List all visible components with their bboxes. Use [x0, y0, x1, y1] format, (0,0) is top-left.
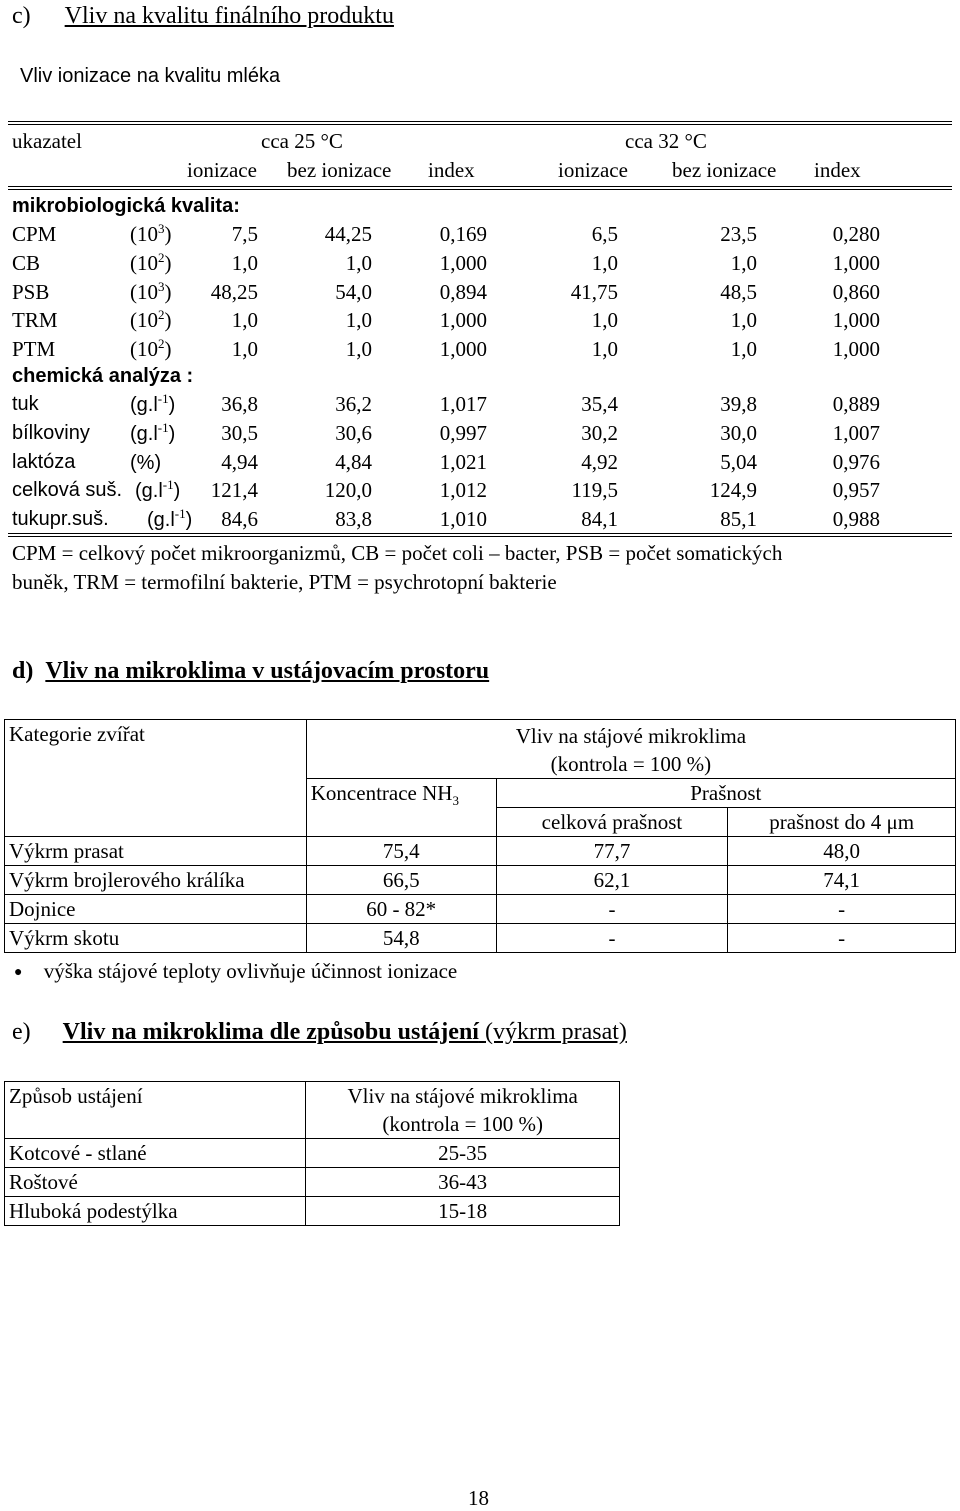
micro-row-value: 54,0	[335, 279, 372, 304]
th-nh3-text: Koncentrace NH	[310, 781, 453, 805]
th-effect-e-line2: (kontrola = 100 %)	[382, 1112, 543, 1136]
th-housing: Způsob ustájení	[5, 1082, 306, 1139]
micro-row-unit: $(10^3)$	[130, 221, 172, 246]
cell-nh3: 66,5	[306, 866, 496, 895]
micro-row-unit-base: 10	[137, 250, 158, 275]
bullet-note	[14, 961, 457, 982]
cell-fine: 74,1	[728, 866, 956, 895]
micro-row-value: 1,0	[730, 337, 757, 362]
bullet-text: výška stájové teploty ovlivňuje účinnost ionizace	[43, 959, 458, 983]
col-header-ukazatel: ukazatel	[12, 129, 82, 153]
chem-row-unit-exp: -1	[174, 506, 186, 522]
micro-row-name: CB	[12, 250, 41, 275]
chem-row-name: laktóza	[12, 450, 76, 473]
chem-row-value: 30,6	[335, 420, 372, 445]
cell-type: Roštové	[5, 1168, 306, 1197]
col-header-cca25: cca 25 °C	[261, 129, 343, 153]
th-dust-total: celková prašnost	[496, 808, 728, 837]
table-header-rule	[8, 186, 952, 190]
micro-row-value: 0,894	[439, 279, 487, 304]
micro-row-value: 1,000	[832, 337, 880, 362]
chem-row-value: 1,012	[439, 478, 487, 503]
micro-row-value: 1,0	[231, 250, 258, 275]
micro-row-value: 6,5	[591, 222, 618, 246]
th-dust-4um: prašnost do 4 μm	[728, 808, 956, 837]
col-header-index-25: index	[428, 158, 475, 182]
chem-row-name: celková suš.	[12, 479, 123, 502]
section-d-title: Vliv na mikroklima v ustájovacím prostoru	[45, 658, 490, 684]
th-effect	[306, 720, 955, 779]
table-top-rule	[8, 121, 952, 125]
chem-row-value: 0,957	[832, 478, 880, 503]
micro-row-value: 23,5	[720, 222, 757, 246]
chem-row-value: 84,6	[221, 507, 258, 532]
micro-row-unit-base: 10	[137, 337, 158, 362]
chem-row-value: 1,021	[439, 449, 487, 474]
chem-row-value: 120,0	[324, 478, 372, 503]
table-row	[5, 895, 956, 924]
micro-row-value: 1,0	[591, 308, 618, 333]
th-effect-e	[306, 1082, 620, 1139]
cell-total: 77,7	[496, 837, 728, 866]
micro-row-unit-exp: 3	[158, 221, 165, 236]
micro-row-name: PSB	[12, 279, 50, 304]
chem-row-value: 30,2	[581, 420, 618, 445]
micro-row-value: 1,0	[591, 337, 618, 362]
chem-row-unit-text: (g.l	[147, 509, 175, 532]
micro-row-name: PTM	[12, 337, 56, 362]
chem-row-value: 121,4	[210, 478, 258, 503]
micro-row-name: TRM	[12, 308, 58, 333]
chem-row-unit-text: (g.l	[130, 394, 158, 416]
micro-row-value: 1,000	[439, 337, 487, 362]
table-mikroklima	[4, 719, 956, 953]
table-row	[5, 1139, 620, 1168]
d-rows	[5, 837, 956, 953]
chem-row-name: tuk	[12, 393, 39, 415]
th-category: Kategorie zvířat	[5, 720, 307, 837]
col-header-bez-32: bez ionizace	[672, 158, 777, 182]
chem-row-unit-exp: -1	[157, 419, 169, 435]
chem-row-value: 0,889	[832, 392, 880, 416]
cell-type: Hluboká podestýlka	[5, 1197, 306, 1226]
micro-row-name: CPM	[12, 222, 57, 246]
chem-row-name: tukupr.suš.	[12, 508, 109, 531]
section-d-label: d)	[12, 658, 34, 684]
chem-row-value: 1,007	[832, 420, 880, 445]
chem-row-value: 5,04	[720, 449, 757, 474]
th-effect-line1: Vliv na stájové mikroklima	[515, 724, 747, 748]
micro-row-value: 1,000	[832, 308, 880, 333]
micro-row-unit-exp: 2	[158, 336, 165, 352]
micro-row-value: 1,0	[730, 250, 757, 275]
micro-row-value: 1,000	[832, 250, 880, 275]
chem-row-value: 4,92	[581, 449, 618, 474]
micro-row-value: 0,860	[832, 279, 880, 304]
col-header-index-32: index	[814, 158, 861, 182]
chem-row-value: 119,5	[571, 478, 618, 503]
cell-nh3: 75,4	[306, 837, 496, 866]
section-e-label: e)	[12, 1019, 31, 1045]
cell-value: 36-43	[306, 1168, 620, 1197]
micro-row-value: 1,0	[345, 337, 372, 362]
chem-row-unit-text: (%)	[130, 451, 162, 474]
cell-total: -	[496, 895, 728, 924]
chem-row-value: 83,8	[335, 507, 372, 532]
cell-nh3: 54,8	[306, 924, 496, 953]
cell-fine: -	[728, 895, 956, 924]
micro-row-unit-exp: 2	[158, 307, 165, 323]
section-e-title-bold: Vliv na mikroklima dle způsobu ustájení	[62, 1019, 479, 1045]
micro-row-unit-base: 10	[137, 279, 158, 304]
chem-row-value: 0,997	[439, 420, 487, 445]
cell-nh3: 60 - 82*	[306, 895, 496, 924]
section-d-heading	[12, 659, 489, 683]
chem-row-unit-exp: -1	[162, 477, 174, 493]
bullet-dot-icon: ●	[14, 965, 23, 981]
cell-value: 15-18	[306, 1197, 620, 1226]
section-c-title: Vliv na kvalitu finálního produktu	[64, 3, 394, 29]
chem-row-value: 35,4	[581, 392, 618, 416]
chem-row-name: bílkoviny	[12, 421, 90, 444]
chem-row-unit	[130, 391, 176, 416]
chem-row-value: 39,8	[720, 392, 757, 416]
micro-row-unit-exp: 3	[158, 278, 165, 294]
chem-row-unit	[135, 477, 181, 503]
chem-row-value: 4,94	[221, 449, 258, 474]
group-micro-label: mikrobiologická kvalita:	[12, 195, 240, 217]
chem-row-value: 30,0	[720, 420, 757, 445]
section-e-title-rest: (výkrm prasat)	[484, 1019, 627, 1045]
micro-row-unit-exp: 2	[158, 249, 165, 265]
cell-cat: Dojnice	[5, 895, 307, 924]
micro-row-value: 0,280	[832, 222, 880, 246]
cell-fine: -	[728, 924, 956, 953]
micro-row-unit: $(10^2)$	[130, 249, 172, 275]
micro-row-value: 0,169	[439, 222, 487, 246]
section-c-label: c)	[12, 3, 31, 29]
chem-row-unit	[147, 506, 193, 532]
th-effect-line2: (kontrola = 100 %)	[550, 752, 712, 776]
th-nh3	[306, 779, 496, 837]
col-header-cca32: cca 32 °C	[625, 129, 707, 153]
chem-row-value: 85,1	[720, 507, 757, 532]
micro-row-value: 7,5	[231, 222, 258, 246]
chem-row-value: 124,9	[709, 478, 757, 503]
micro-row-unit: $(10^3)$	[130, 278, 172, 304]
chem-row-value: 36,8	[221, 392, 258, 416]
group-chem-label: chemická analýza :	[12, 365, 194, 387]
chem-row-unit-close: )	[168, 422, 176, 445]
cell-total: -	[496, 924, 728, 953]
cell-cat: Výkrm prasat	[5, 837, 307, 866]
chem-row-value: 1,017	[439, 392, 487, 416]
micro-row-unit: $(10^2)$	[130, 336, 172, 362]
micro-row-value: 1,0	[345, 308, 372, 333]
section-c-subtitle: Vliv ionizace na kvalitu mléka	[20, 65, 281, 87]
micro-row-value: 1,0	[231, 308, 258, 333]
chem-row-value: 36,2	[335, 392, 372, 416]
page-number: 18	[468, 1486, 489, 1510]
table-ustajeni	[4, 1081, 620, 1226]
micro-row-value: 44,25	[324, 222, 372, 246]
th-nh3-sub: 3	[452, 793, 459, 809]
micro-row-value: 1,0	[231, 337, 258, 362]
micro-row-value: 1,000	[439, 308, 487, 333]
chem-row-value: 4,84	[335, 449, 372, 474]
chem-row-unit-text: (g.l	[130, 422, 158, 445]
chem-row-value: 0,976	[832, 449, 880, 474]
table-row	[5, 1168, 620, 1197]
table-row	[5, 866, 956, 895]
table-row	[5, 924, 956, 953]
micro-row-unit-base: 10	[137, 308, 158, 333]
note-line-2: buněk, TRM = termofilní bakterie, PTM = psychrotopní bakterie	[12, 570, 557, 594]
chem-row-unit	[130, 419, 176, 445]
e-rows	[5, 1139, 620, 1226]
micro-row-value: 1,0	[345, 250, 372, 275]
cell-fine: 48,0	[728, 837, 956, 866]
chem-row-value: 84,1	[581, 507, 618, 532]
chem-row-value: 30,5	[221, 420, 258, 445]
cell-value: 25-35	[306, 1139, 620, 1168]
micro-row-unit: $(10^2)$	[130, 307, 172, 333]
section-e-heading	[12, 1020, 627, 1044]
cell-cat: Výkrm skotu	[5, 924, 307, 953]
micro-row-unit-base: 10	[137, 222, 158, 246]
chem-row-unit-text: (g.l	[135, 480, 163, 503]
cell-type: Kotcové - stlané	[5, 1139, 306, 1168]
table-row	[5, 1197, 620, 1226]
chem-row-value: 0,988	[832, 507, 880, 532]
chem-row-unit-close: )	[168, 394, 176, 416]
th-dust: Prašnost	[496, 779, 955, 808]
note-line-1: CPM = celkový počet mikroorganizmů, CB = počet coli – bacter, PSB = počet somatických	[12, 541, 783, 565]
cell-total: 62,1	[496, 866, 728, 895]
micro-row-value: 48,5	[720, 279, 757, 304]
col-header-ionizace-32: ionizace	[558, 158, 628, 182]
table-row	[5, 837, 956, 866]
micro-row-value: 48,25	[210, 279, 258, 304]
chem-row-unit	[130, 452, 161, 473]
chem-row-unit-close: )	[173, 480, 181, 503]
section-c-heading	[12, 4, 394, 28]
chem-row-unit-close: )	[185, 509, 193, 532]
micro-row-value: 1,000	[439, 250, 487, 275]
micro-row-value: 1,0	[730, 308, 757, 333]
chem-row-unit-exp: -1	[157, 391, 169, 406]
col-header-ionizace-25: ionizace	[187, 158, 257, 182]
th-effect-e-line1: Vliv na stájové mikroklima	[347, 1084, 578, 1108]
micro-row-value: 1,0	[591, 250, 618, 275]
col-header-bez-25: bez ionizace	[287, 158, 392, 182]
table-bottom-rule	[8, 533, 952, 537]
cell-cat: Výkrm brojlerového králíka	[5, 866, 307, 895]
micro-row-value: 41,75	[570, 279, 618, 304]
chem-row-value: 1,010	[439, 507, 487, 532]
